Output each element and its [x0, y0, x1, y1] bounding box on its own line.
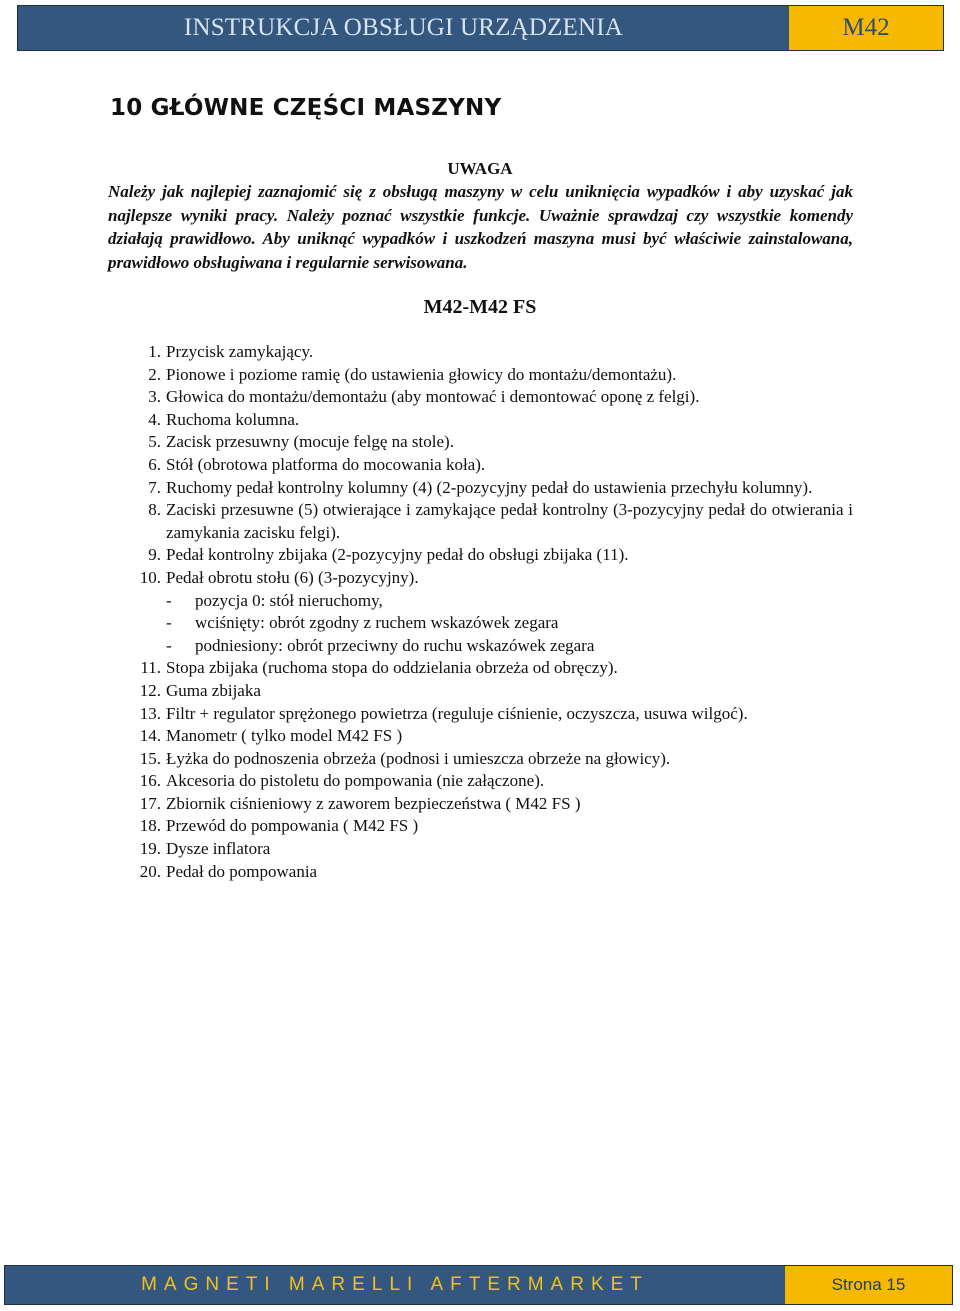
list-item [0, 748, 960, 771]
list-item [0, 409, 960, 432]
list-item [0, 793, 960, 816]
item-text: Ruchoma kolumna. [166, 409, 300, 429]
parts-list [0, 341, 960, 883]
item-number: 19. [139, 839, 161, 859]
item-text: Zacisk przesuwny (mocuje felgę na stole). [166, 432, 454, 452]
item-text: Stół (obrotowa platforma do mocowania koła). [166, 454, 486, 474]
item-text: Pedał do pompowania [166, 861, 318, 881]
item-text: Głowica do montażu/demontażu (aby montować i demontować oponę z felgi). [166, 387, 700, 407]
item-text: Łyżka do podnoszenia obrzeża (podnosi i umieszcza obrzeże na głowicy). [166, 748, 671, 768]
item-number: 9. [148, 545, 161, 565]
item-text: Przycisk zamykający. [166, 342, 314, 361]
item-text: Filtr + regulator sprężonego powietrza (reguluje ciśnienie, oczyszcza, usuwa wilgoć). [166, 703, 748, 723]
item-number: 4. [148, 409, 161, 429]
model-title: M42-M42 FS [423, 296, 537, 318]
item-number: 20. [139, 861, 161, 881]
header-model: M42 [789, 6, 943, 50]
list-item [0, 364, 960, 387]
warning-title: UWAGA [447, 159, 513, 178]
list-item [0, 454, 960, 477]
sub-item-dash: - [166, 590, 172, 610]
item-text: Zaciski przesuwne (5) otwierające i zamykające pedał kontrolny (3-pozycyjny pedał do otwierania i zamykania zacisku felgi). [166, 500, 853, 542]
item-number: 16. [139, 771, 161, 791]
list-item [0, 770, 960, 793]
sub-item [0, 590, 960, 613]
list-item [0, 680, 960, 703]
list-item [0, 567, 960, 590]
item-number: 10. [139, 567, 161, 587]
page-header [17, 5, 944, 51]
header-title: INSTRUKCJA OBSŁUGI URZĄDZENIA [18, 6, 789, 50]
item-number: 17. [139, 793, 161, 813]
sub-item [0, 612, 960, 635]
item-number: 7. [148, 477, 161, 497]
item-text: Guma zbijaka [166, 680, 261, 700]
sub-item-text: pozycja 0: stół nieruchomy, [195, 590, 383, 610]
item-text: Pedał kontrolny zbijaka (2-pozycyjny pedał do obsługi zbijaka (11). [166, 545, 629, 565]
item-number: 1. [148, 342, 161, 361]
list-item [0, 703, 960, 726]
item-number: 14. [139, 726, 161, 746]
item-number: 8. [148, 500, 161, 520]
item-number: 13. [139, 703, 161, 723]
list-item [0, 861, 960, 884]
list-item [0, 386, 960, 409]
page-number: Strona 15 [785, 1266, 952, 1304]
list-item [0, 499, 960, 544]
item-text: Manometr ( tylko model M42 FS ) [166, 726, 403, 746]
item-number: 15. [139, 748, 161, 768]
item-number: 5. [148, 432, 161, 452]
sub-item-text: wciśnięty: obrót zgodny z ruchem wskazówek zegara [195, 613, 559, 633]
item-text: Ruchomy pedał kontrolny kolumny (4) (2-pozycyjny pedał do ustawienia przechyłu kolumny). [166, 477, 813, 497]
item-number: 18. [139, 816, 161, 836]
item-number: 2. [148, 364, 161, 384]
item-text: Zbiornik ciśnieniowy z zaworem bezpieczeństwa ( M42 FS ) [166, 793, 581, 813]
page-footer [4, 1265, 953, 1305]
list-item [0, 725, 960, 748]
list-item [0, 431, 960, 454]
sub-item-text: podniesiony: obrót przeciwny do ruchu wskazówek zegara [195, 635, 595, 655]
list-item [0, 477, 960, 500]
list-item [0, 838, 960, 861]
item-text: Przewód do pompowania ( M42 FS ) [166, 816, 419, 836]
item-text: Pedał obrotu stołu (6) (3-pozycyjny). [166, 567, 419, 587]
item-number: 12. [139, 680, 161, 700]
list-item [0, 544, 960, 567]
item-number: 11. [140, 658, 161, 678]
item-text: Pionowe i poziome ramię (do ustawienia głowicy do montażu/demontażu). [166, 364, 677, 384]
list-item [0, 815, 960, 838]
item-text: Stopa zbijaka (ruchoma stopa do oddzielania obrzeża od obręczy). [166, 658, 618, 678]
item-number: 6. [148, 454, 161, 474]
warning-text: Należy jak najlepiej zaznajomić się z obsługą maszyny w celu uniknięcia wypadków i aby uzyskać jak najlepsze wyniki pracy. Należy poznać wszystkie funkcje. Uważnie sprawdzaj czy wszystkie komendy działają prawidłowo. Aby uniknąć wypadków i uszkodzeń maszyna musi być właściwie zainstalowana, prawidłowo obsługiwana i regularnie serwisowana. [108, 182, 853, 272]
item-text: Dysze inflatora [166, 839, 271, 859]
section-title: 10 GŁÓWNE CZĘŚCI MASZYNY [110, 95, 502, 121]
list-item [0, 341, 960, 364]
footer-brand: MAGNETI MARELLI AFTERMARKET [5, 1266, 785, 1304]
sub-item [0, 635, 960, 658]
list-item [0, 657, 960, 680]
item-number: 3. [148, 387, 161, 407]
item-text: Akcesoria do pistoletu do pompowania (nie załączone). [166, 771, 545, 791]
sub-item-dash: - [166, 613, 172, 633]
sub-item-dash: - [166, 635, 172, 655]
